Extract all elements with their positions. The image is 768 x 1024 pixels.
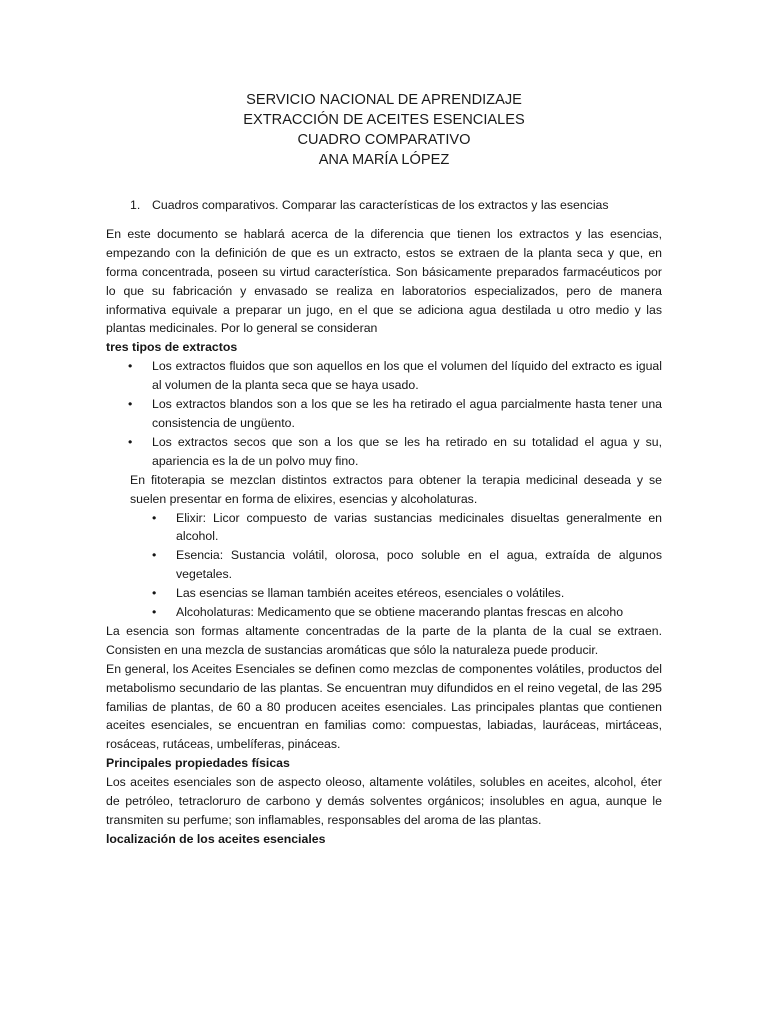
list-item-text: Alcoholaturas: Medicamento que se obtiene macerando plantas frescas en alcoho <box>176 605 624 620</box>
essence-paragraph: La esencia son formas altamente concentradas de la parte de la planta de la cual se extraen. Consisten en una mezcla de sustancias aromáticas que sólo la naturaleza puede producir. <box>106 623 662 657</box>
document-header <box>0 90 768 170</box>
intro-paragraph: En este documento se hablará acerca de la diferencia que tienen los extractos y las esencias, empezando con la definición de que es un extracto, estos se extraen de la planta seca y que, en forma concentrada, poseen su virtud característica. Son básicamente preparados farmacéuticos por lo que su fabricación y envasado se realiza en laboratorios especializados, pero de manera informativa equivale a preparar un jugo, en el que se adiciona agua destilada u otro medio y las plantas medicinales. Por lo general se consideran <box>106 226 662 336</box>
phytotherapy-paragraph: En fitoterapia se mezclan distintos extractos para obtener la terapia medicinal deseada y se suelen presentar en forma de elixires, esencias y alcoholaturas. <box>130 472 662 506</box>
document-subject: EXTRACCIÓN DE ACEITES ESENCIALES <box>243 112 525 128</box>
bullet-icon: • <box>152 548 157 563</box>
list-item <box>106 546 662 584</box>
preparation-forms-list <box>106 509 662 622</box>
list-item <box>106 509 662 547</box>
list-item-text: Las esencias se llaman también aceites etéreos, esenciales o volátiles. <box>176 586 565 601</box>
list-item <box>106 603 662 622</box>
essential-oils-paragraph: En general, los Aceites Esenciales se definen como mezclas de componentes volátiles, productos del metabolismo secundario de las plantas. Se encuentran muy difundidos en el reino vegetal, de las 295 familias de plantas, de 60 a 80 producen aceites esenciales. Las principales plantas que contienen aceites esenciales, se encuentran en familias como: compuestas, labiadas, lauráceas, mirtáceas, rosáceas, rutáceas, umbelíferas, pináceas. <box>106 661 662 752</box>
bullet-icon: • <box>128 397 133 412</box>
extract-types-heading: tres tipos de extractos <box>106 340 238 355</box>
bullet-icon: • <box>128 359 133 374</box>
numbered-item <box>106 196 662 215</box>
list-item <box>106 584 662 603</box>
physical-properties-paragraph: Los aceites esenciales son de aspecto oleoso, altamente volátiles, solubles en aceites, alcohol, éter de petróleo, tetracloruro de carbono y demás solventes orgánicos; insolubles en agua, aunque le transmiten su perfume; son inflamables, responsables del aroma de las plantas. <box>106 775 662 827</box>
list-item <box>106 395 662 433</box>
bullet-icon: • <box>128 434 133 449</box>
institution-title: SERVICIO NACIONAL DE APRENDIZAJE <box>246 92 522 108</box>
list-item-text: Los extractos secos que son a los que se les ha retirado en su totalidad el agua y su, apariencia es la de un polvo muy fino. <box>152 434 662 468</box>
extract-types-list <box>106 357 662 470</box>
bullet-icon: • <box>152 605 157 620</box>
item-number: 1. <box>130 198 141 212</box>
list-item-text: Los extractos blandos son a los que se les ha retirado el agua parcialmente hasta tener una consistencia de ungüento. <box>152 397 662 430</box>
list-item-text: Esencia: Sustancia volátil, olorosa, poco soluble en el agua, extraída de algunos vegetales. <box>176 548 662 582</box>
document-body <box>106 196 662 849</box>
list-item-text: Los extractos fluidos que son aquellos en los que el volumen del líquido del extracto es igual al volumen de la planta seca que se haya usado. <box>152 359 662 393</box>
list-item-text: Elixir: Licor compuesto de varias sustancias medicinales disueltas generalmente en alcohol. <box>176 510 662 544</box>
physical-properties-heading: Principales propiedades físicas <box>106 756 290 771</box>
location-heading: localización de los aceites esenciales <box>106 831 326 846</box>
document-type: CUADRO COMPARATIVO <box>297 132 471 148</box>
list-item <box>106 357 662 395</box>
list-item <box>106 433 662 471</box>
item-text: Cuadros comparativos. Comparar las características de los extractos y las esencias <box>152 198 609 212</box>
bullet-icon: • <box>152 586 157 601</box>
author-name: ANA MARÍA LÓPEZ <box>318 152 450 168</box>
bullet-icon: • <box>152 510 157 525</box>
